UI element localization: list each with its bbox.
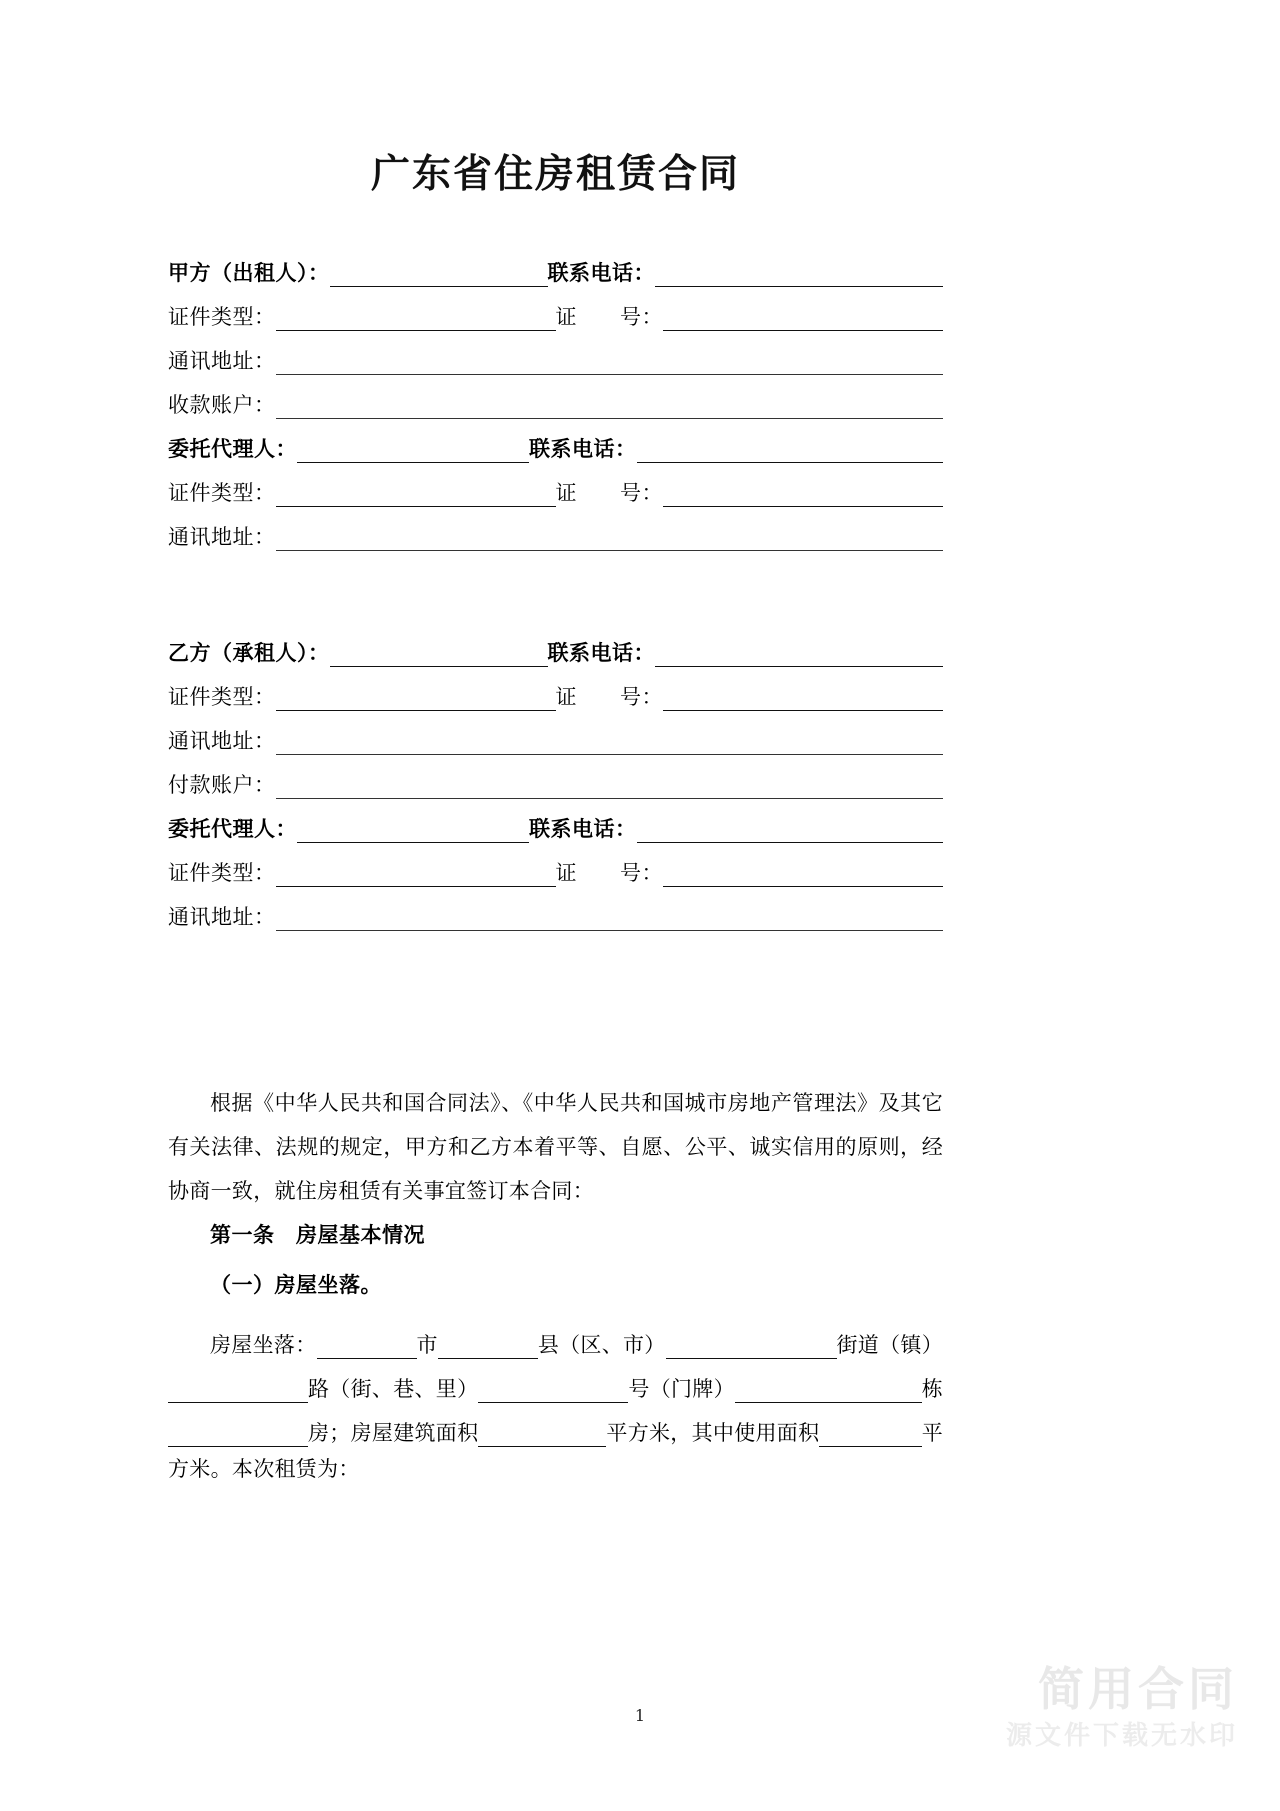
room-unit-label: 房；房屋建筑面积: [308, 1421, 479, 1445]
tenant-phone-label: 联系电话：: [547, 641, 655, 665]
tenant-idno-label: 证 号：: [555, 685, 663, 709]
landlord-agent-idtype-label: 证件类型：: [168, 481, 276, 505]
build-area-input[interactable]: [478, 1423, 606, 1447]
street-unit-label: 街道（镇）: [836, 1333, 943, 1357]
tenant-agent-label: 委托代理人：: [168, 817, 297, 841]
landlord-idtype-row: [168, 287, 943, 331]
landlord-name-row: [168, 243, 943, 287]
tenant-name-input[interactable]: [330, 643, 548, 667]
landlord-agent-address-label: 通讯地址：: [168, 525, 276, 549]
landlord-address-input[interactable]: [276, 351, 944, 375]
tenant-address-label: 通讯地址：: [168, 729, 276, 753]
tenant-idtype-label: 证件类型：: [168, 685, 276, 709]
location-line-2: [168, 1359, 943, 1403]
landlord-agent-label: 委托代理人：: [168, 437, 297, 461]
location-line-3: [168, 1403, 943, 1447]
landlord-agent-phone-label: 联系电话：: [529, 437, 637, 461]
watermark-main-text: 简用合同: [1038, 1662, 1238, 1716]
section-spacer: [168, 551, 943, 623]
usable-area-input[interactable]: [819, 1423, 921, 1447]
tenant-account-label: 付款账户：: [168, 773, 276, 797]
room-input[interactable]: [168, 1423, 308, 1447]
watermark-sub-text: 源文件下载无水印: [1005, 1721, 1238, 1751]
building-input[interactable]: [735, 1379, 922, 1403]
preamble-paragraph: 根据《中华人民共和国合同法》、《中华人民共和国城市房地产管理法》及其它有关法律、法规的规定，甲方和乙方本着平等、自愿、公平、诚实信用的原则，经协商一致，就住房租赁有关事宜签订本合同：: [168, 1091, 943, 1203]
landlord-idtype-input[interactable]: [276, 307, 556, 331]
tenant-agent-input[interactable]: [297, 819, 529, 843]
tenant-agent-idtype-input[interactable]: [276, 863, 556, 887]
landlord-address-row: [168, 331, 943, 375]
landlord-idno-label: 证 号：: [555, 305, 663, 329]
house-no-input[interactable]: [478, 1379, 628, 1403]
document-content: [168, 0, 943, 1491]
landlord-agent-address-input[interactable]: [276, 527, 944, 551]
landlord-agent-idno-input[interactable]: [663, 483, 943, 507]
county-input[interactable]: [438, 1335, 538, 1359]
county-unit-label: 县（区、市）: [537, 1333, 666, 1357]
landlord-agent-idtype-input[interactable]: [276, 483, 556, 507]
tenant-idno-input[interactable]: [663, 687, 943, 711]
tenant-idtype-row: [168, 667, 943, 711]
tenant-phone-input[interactable]: [655, 643, 943, 667]
location-line-1: [168, 1315, 943, 1359]
landlord-idno-input[interactable]: [663, 307, 943, 331]
page-title: 广东省住房租赁合同: [370, 152, 740, 197]
tenant-agent-idtype-row: [168, 843, 943, 887]
tenant-party-label: 乙方（承租人）：: [168, 641, 330, 665]
landlord-agent-input[interactable]: [297, 439, 529, 463]
tenant-agent-idtype-label: 证件类型：: [168, 861, 276, 885]
road-unit-label: 路（街、巷、里）: [308, 1377, 479, 1401]
tenant-account-input[interactable]: [276, 775, 944, 799]
landlord-section: [168, 243, 943, 551]
landlord-agent-idno-label: 证 号：: [555, 481, 663, 505]
build-area-unit-label: 平方米，其中使用面积: [606, 1421, 820, 1445]
tenant-name-row: [168, 623, 943, 667]
tenant-address-input[interactable]: [276, 731, 944, 755]
lease-type-line: 方米。本次租赁为：: [168, 1457, 360, 1481]
tenant-address-row: [168, 711, 943, 755]
city-unit-label: 市: [416, 1333, 438, 1357]
building-unit-label: 栋: [921, 1377, 943, 1401]
landlord-party-label: 甲方（出租人）：: [168, 261, 330, 285]
landlord-account-input[interactable]: [276, 395, 944, 419]
tenant-idtype-input[interactable]: [276, 687, 556, 711]
landlord-phone-input[interactable]: [655, 263, 943, 287]
tenant-agent-address-label: 通讯地址：: [168, 905, 276, 929]
city-input[interactable]: [317, 1335, 417, 1359]
house-no-unit-label: 号（门牌）: [628, 1377, 735, 1401]
landlord-idtype-label: 证件类型：: [168, 305, 276, 329]
property-location-fields: [168, 1315, 943, 1491]
tenant-agent-phone-label: 联系电话：: [529, 817, 637, 841]
landlord-phone-label: 联系电话：: [547, 261, 655, 285]
tenant-section: [168, 623, 943, 931]
street-input[interactable]: [666, 1335, 837, 1359]
location-prefix-label: 房屋坐落：: [210, 1333, 317, 1357]
document-body: [168, 1081, 943, 1491]
landlord-agent-idtype-row: [168, 463, 943, 507]
landlord-agent-phone-input[interactable]: [637, 439, 944, 463]
tenant-agent-row: [168, 799, 943, 843]
article-one-subheading: （一）房屋坐落。: [210, 1273, 382, 1297]
landlord-account-label: 收款账户：: [168, 393, 276, 417]
tenant-agent-idno-label: 证 号：: [555, 861, 663, 885]
landlord-name-input[interactable]: [330, 263, 548, 287]
landlord-agent-row: [168, 419, 943, 463]
tenant-agent-address-input[interactable]: [276, 907, 944, 931]
landlord-account-row: [168, 375, 943, 419]
article-one-heading: 第一条 房屋基本情况: [210, 1223, 425, 1247]
tenant-account-row: [168, 755, 943, 799]
tenant-agent-idno-input[interactable]: [663, 863, 943, 887]
page-number: 1: [634, 1706, 646, 1725]
road-input[interactable]: [168, 1379, 308, 1403]
landlord-agent-address-row: [168, 507, 943, 551]
tenant-agent-phone-input[interactable]: [637, 819, 944, 843]
landlord-address-label: 通讯地址：: [168, 349, 276, 373]
tenant-agent-address-row: [168, 887, 943, 931]
usable-area-unit-label: 平: [921, 1421, 943, 1445]
